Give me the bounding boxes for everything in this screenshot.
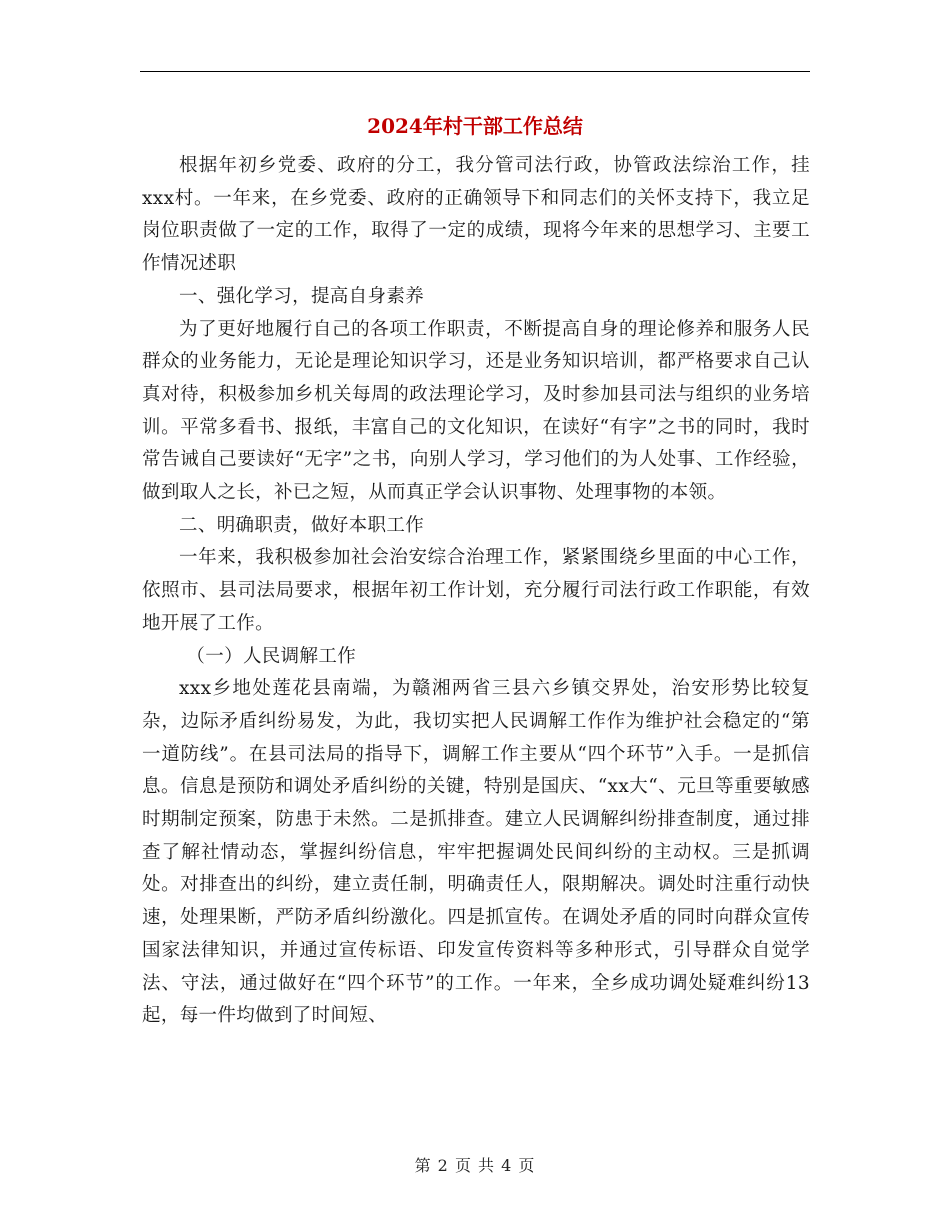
section-heading-2: 二、明确职责，做好本职工作: [179, 514, 425, 536]
document-title: 2024年村干部工作总结: [367, 114, 583, 138]
subsection-heading-1: （一）人民调解工作: [186, 645, 357, 667]
paragraph-mediation: xxx乡地处莲花县南端，为赣湘两省三县六乡镇交界处，治安形势比较复杂，边际矛盾纠纷易发，为此，我切实把人民调解工作作为维护社会稳定的“第一道防线”。在县司法局的指导下，调解工作主要从“四个环节”入手。一是抓信息。信息是预防和调处矛盾纠纷的关键，特别是国庆、“xx大“、元旦等重要敏感时期制定预案，防患于未然。二是抓排查。建立人民调解纠纷排查制度，通过排查了解社情动态，掌握纠纷信息，牢牢把握调处民间纠纷的主动权。三是抓调处。对排查出的纠纷，建立责任制，明确责任人，限期解决。调处时注重行动快速，处理果断，严防矛盾纠纷激化。四是抓宣传。在调处矛盾的同时向群众宣传国家法律知识，并通过宣传标语、印发宣传资料等多种形式，引导群众自觉学法、守法，通过做好在“四个环节”的工作。一年来，全乡成功调处疑难纠纷13起，每一件均做到了时间短、: [142, 678, 810, 1027]
page-footer: 第 2 页 共 4 页: [414, 1156, 536, 1175]
section-heading-1: 一、强化学习，提高自身素养: [179, 285, 425, 307]
paragraph-study: 为了更好地履行自己的各项工作职责，不断提高自身的理论修养和服务人民群众的业务能力，无论是理论知识学习，还是业务知识培训，都严格要求自己认真对待，积极参加乡机关每周的政法理论学习，及时参加县司法与组织的业务培训。平常多看书、报纸，丰富自己的文化知识，在读好“有字”之书的同时，我时常告诫自己要读好“无字”之书，向别人学习，学习他们的为人处事、工作经验，做到取人之长，补已之短，从而真正学会认识事物、处理事物的本领。: [142, 318, 810, 504]
paragraph-duties: 一年来，我积极参加社会治安综合治理工作，紧紧围绕乡里面的中心工作，依照市、县司法局要求，根据年初工作计划，充分履行司法行政工作职能，有效地开展了工作。: [142, 547, 810, 634]
paragraph-intro: 根据年初乡党委、政府的分工，我分管司法行政，协管政法综治工作，挂xxx村。一年来，在乡党委、政府的正确领导下和同志们的关怀支持下，我立足岗位职责做了一定的工作，取得了一定的成绩，现将今年来的思想学习、主要工作情况述职: [142, 155, 810, 275]
document-body: [142, 150, 810, 1033]
header-rule: [140, 71, 810, 72]
